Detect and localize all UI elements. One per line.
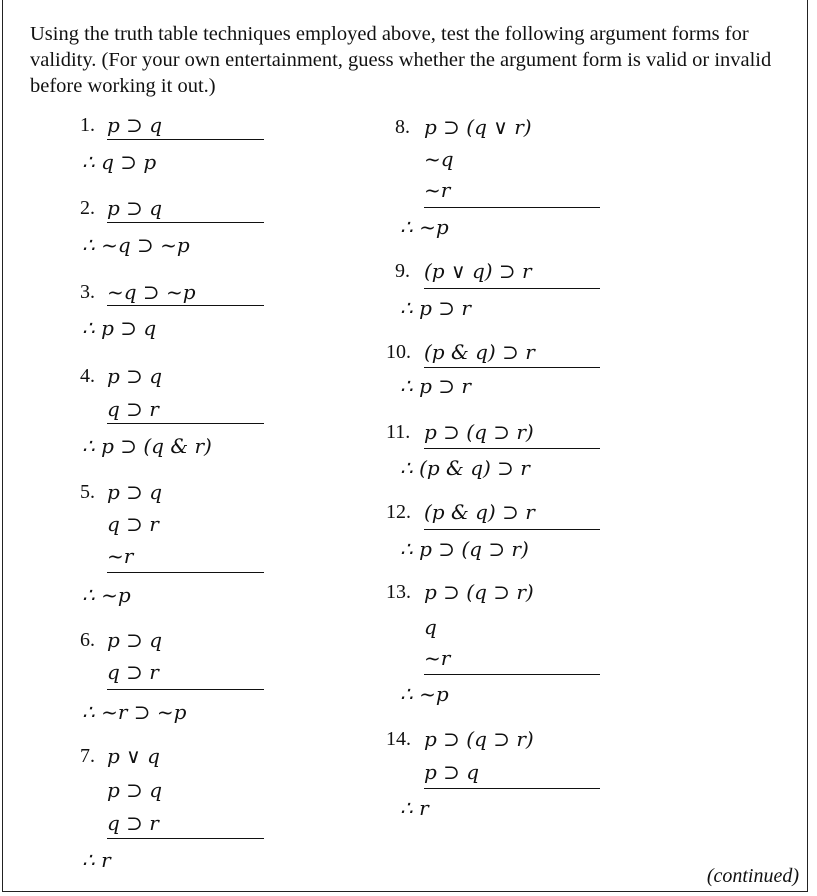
problem-number: 2. — [80, 197, 95, 219]
premise: q — [424, 615, 437, 639]
problem-number: 7. — [80, 745, 95, 767]
conclusion: ∴ ~q ⊃ ~p — [82, 233, 190, 257]
premise: p ⊃ (q ⊃ r) — [424, 580, 534, 604]
conclusion-rule — [107, 305, 264, 306]
problem-number: 11. — [386, 421, 411, 443]
problem-number: 14. — [386, 728, 411, 750]
premise: p ⊃ q — [107, 628, 163, 652]
problem-number: 9. — [395, 260, 410, 282]
conclusion-rule — [424, 288, 600, 289]
premise: ~r — [107, 544, 134, 568]
conclusion: ∴ p ⊃ (q ⊃ r) — [400, 537, 529, 561]
premise: p ⊃ q — [424, 760, 480, 784]
premise: ~r — [424, 646, 451, 670]
premise: p ⊃ q — [107, 113, 163, 137]
conclusion: ∴ q ⊃ p — [82, 150, 157, 174]
conclusion: ∴ ~p — [400, 215, 449, 239]
premise: q ⊃ r — [107, 512, 159, 536]
premise: q ⊃ r — [107, 397, 159, 421]
problem-number: 12. — [386, 501, 411, 523]
problem-number: 5. — [80, 481, 95, 503]
conclusion: ∴ p ⊃ (q & r) — [82, 434, 212, 458]
problem-number: 1. — [80, 114, 95, 136]
conclusion-rule — [424, 448, 600, 449]
premise: ~q — [424, 147, 454, 171]
premise: p ⊃ q — [107, 196, 163, 220]
conclusion-rule — [107, 838, 264, 839]
conclusion: ∴ ~p — [400, 682, 449, 706]
conclusion-rule — [107, 222, 264, 223]
premise: q ⊃ r — [107, 811, 159, 835]
conclusion-rule — [424, 788, 600, 789]
premise: p ⊃ (q ∨ r) — [424, 115, 532, 139]
continued-note: (continued) — [706, 865, 799, 887]
conclusion-rule — [424, 367, 600, 368]
instructions-paragraph: Using the truth table techniques employed above, test the following argument forms for validity. (For your own entertainment, guess whether the argument form is valid or invalid before working it out.) — [30, 23, 772, 97]
premise: q ⊃ r — [107, 660, 159, 684]
conclusion-rule — [424, 529, 600, 530]
conclusion-rule — [424, 674, 600, 675]
premise: (p ∨ q) ⊃ r — [424, 259, 532, 283]
problem-number: 6. — [80, 629, 95, 651]
conclusion-rule — [107, 572, 264, 573]
conclusion: ∴ p ⊃ r — [400, 374, 471, 398]
problem-number: 8. — [395, 116, 410, 138]
conclusion-rule — [424, 207, 600, 208]
problem-number: 13. — [386, 581, 411, 603]
premise: p ⊃ q — [107, 778, 163, 802]
premise: p ∨ q — [107, 744, 160, 768]
conclusion-rule — [107, 423, 264, 424]
problem-number: 10. — [386, 341, 411, 363]
premise: p ⊃ (q ⊃ r) — [424, 420, 534, 444]
premise: p ⊃ (q ⊃ r) — [424, 727, 534, 751]
conclusion: ∴ ~r ⊃ ~p — [82, 700, 187, 724]
conclusion-rule — [107, 139, 264, 140]
conclusion: ∴ (p & q) ⊃ r — [400, 456, 530, 480]
conclusion: ∴ r — [82, 848, 111, 872]
conclusion: ∴ r — [400, 796, 429, 820]
conclusion: ∴ p ⊃ r — [400, 296, 471, 320]
premise: p ⊃ q — [107, 364, 163, 388]
premise: ~r — [424, 178, 451, 202]
problem-number: 3. — [80, 281, 95, 303]
premise: (p & q) ⊃ r — [424, 340, 535, 364]
premise: (p & q) ⊃ r — [424, 500, 535, 524]
problem-number: 4. — [80, 365, 95, 387]
conclusion: ∴ p ⊃ q — [82, 316, 157, 340]
conclusion-rule — [107, 689, 264, 690]
premise: p ⊃ q — [107, 480, 163, 504]
conclusion: ∴ ~p — [82, 583, 131, 607]
premise: ~q ⊃ ~p — [107, 280, 196, 304]
